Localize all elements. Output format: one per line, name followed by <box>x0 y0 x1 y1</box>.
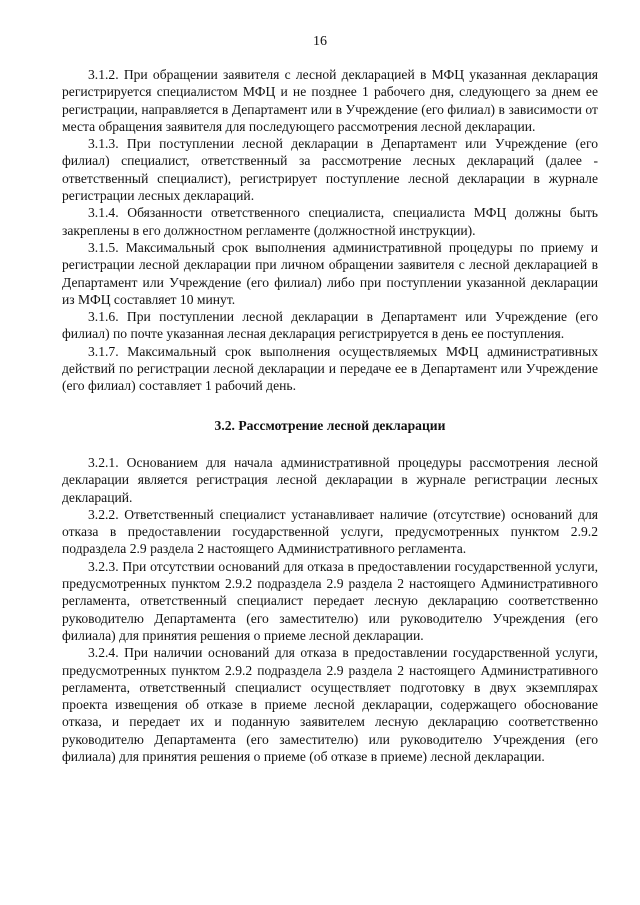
paragraph-3-2-4: 3.2.4. При наличии оснований для отказа в предоставлении государственной услуги, предусмотренных пунктом 2.9.2 подраздела 2.9 раздела 2 настоящего Административного регламента, ответственный специалист осуществляет подготовку в двух экземплярах проекта извещения об отказе в приеме лесной декларации, содержащего обоснование отказа, и передает их и поданную заявителем лесную декларацию соответственно руководителю Департамента (его заместителю) или руководителю Учреждения (его филиала) для принятия решения о приеме (об отказе в приеме) лесной декларации. <box>62 645 598 764</box>
paragraph-3-1-6: 3.1.6. При поступлении лесной декларации в Департамент или Учреждение (его филиал) по почте указанная лесная декларация регистрируется в день ее поступления. <box>62 309 598 342</box>
paragraph-3-2-3: 3.2.3. При отсутствии оснований для отказа в предоставлении государственной услуги, предусмотренных пунктом 2.9.2 подраздела 2.9 раздела 2 настоящего Административного регламента, ответственный специалист передает лесную декларацию соответственно руководителю Департамента (его заместителю) или руководителю Учреждения (его филиала) для принятия решения о приеме лесной декларации. <box>62 558 598 643</box>
paragraph-3-1-5: 3.1.5. Максимальный срок выполнения административной процедуры по приему и регистрации лесной декларации при личном обращении заявителя с лесной декларацией в Департамент или Учреждение (его филиал) либо при поступлении указанной декларации из МФЦ составляет 10 минут. <box>62 239 598 307</box>
page-number: 16 <box>313 34 327 49</box>
paragraph-3-2-2: 3.2.2. Ответственный специалист устанавливает наличие (отсутствие) оснований для отказа в предоставлении государственной услуги, предусмотренных пунктом 2.9.2 подраздела 2.9 раздела 2 настоящего Административного регламента. <box>62 506 598 557</box>
paragraph-3-1-4: 3.1.4. Обязанности ответственного специалиста, специалиста МФЦ должны быть закреплены в его должностном регламенте (должностной инструкции). <box>62 205 598 238</box>
paragraph-3-1-2: 3.1.2. При обращении заявителя с лесной декларацией в МФЦ указанная декларация регистрируется специалистом МФЦ и не позднее 1 рабочего дня, следующего за днем ее регистрации, направляется в Департамент или в Учреждение (его филиал) в зависимости от места обращения заявителя для последующего рассмотрения лесной декларации. <box>62 67 598 134</box>
paragraph-3-2-1: 3.2.1. Основанием для начала административной процедуры рассмотрения лесной декларации является регистрация лесной декларации в журнале регистрации лесных деклараций. <box>62 454 598 505</box>
section-heading-3-2: 3.2. Рассмотрение лесной декларации <box>214 417 446 433</box>
document-body <box>62 66 598 765</box>
paragraph-3-1-3: 3.1.3. При поступлении лесной декларации в Департамент или Учреждение (его филиал) специалист, ответственный за рассмотрение лесных деклараций (далее - ответственный специалист), регистрирует поступление лесной декларации в журнале регистрации лесных деклараций. <box>62 136 598 204</box>
paragraph-3-1-7: 3.1.7. Максимальный срок выполнения осуществляемых МФЦ административных действий по регистрации лесной декларации и передаче ее в Департамент или Учреждение (его филиал) составляет 1 рабочий день. <box>62 343 598 394</box>
